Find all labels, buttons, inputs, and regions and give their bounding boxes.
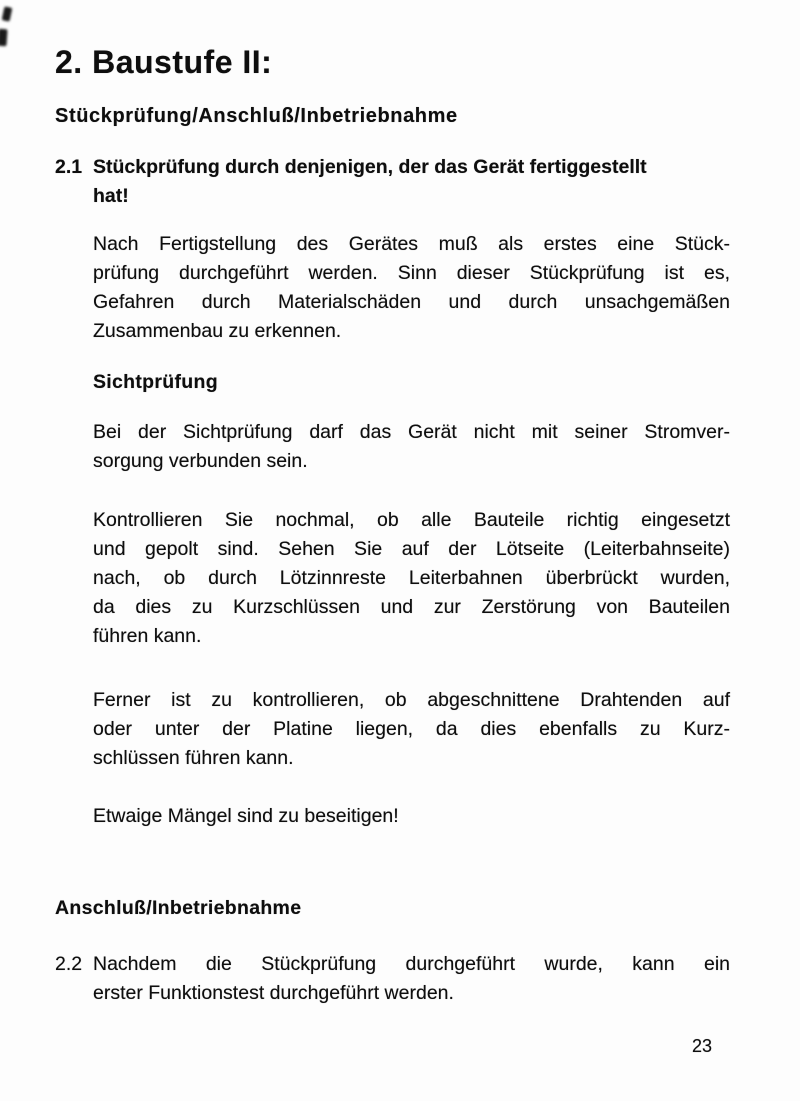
scan-artifact-mark (0, 29, 8, 47)
subheading-sichtpruefung: Sichtprüfung (93, 371, 218, 393)
note-line: Etwaige Mängel sind zu beseitigen! (93, 805, 399, 827)
section-2-1-heading-line: Stückprüfung durch denjenigen, der das Gerät fertiggestellt (93, 156, 647, 178)
section-2-2-number: 2.2 (55, 953, 83, 975)
paragraph-line: Bei der Sichtprüfung darf das Gerät nicht mit seiner Stromver- (93, 421, 730, 443)
paragraph-line: Kontrollieren Sie nochmal, ob alle Bauteile richtig eingesetzt (93, 509, 730, 531)
paragraph-line: erster Funktionstest durchgeführt werden. (93, 982, 454, 1004)
paragraph-line: und gepolt sind. Sehen Sie auf der Lötseite (Leiterbahnseite) (93, 538, 730, 560)
paragraph-kontrollieren (93, 506, 730, 651)
scan-artifact-mark (2, 6, 13, 21)
page-number: 23 (691, 1036, 712, 1056)
section-2-1-heading (55, 153, 730, 211)
paragraph-line: sorgung verbunden sein. (93, 450, 308, 472)
paragraph-line: Zusammenbau zu erkennen. (93, 320, 342, 342)
section-2-1-number: 2.1 (55, 156, 83, 178)
paragraph-line: oder unter der Platine liegen, da dies ebenfalls zu Kurz- (93, 718, 730, 740)
section-2-2 (55, 950, 730, 1008)
note-maengel (93, 802, 730, 831)
paragraph-line: Nach Fertigstellung des Gerätes muß als erstes eine Stück- (93, 233, 730, 255)
paragraph-line: nach, ob durch Lötzinnreste Leiterbahnen überbrückt wurden, (93, 567, 730, 589)
paragraph-line: Nachdem die Stückprüfung durchgeführt wurde, kann ein (93, 953, 730, 975)
page-title: 2. Baustufe II: (55, 44, 273, 81)
section-2-1-heading-line: hat! (93, 185, 129, 207)
paragraph-line: prüfung durchgeführt werden. Sinn dieser Stückprüfung ist es, (93, 262, 730, 284)
document-subtitle: Stückprüfung/Anschluß/Inbetriebnahme (55, 104, 458, 127)
paragraph-line: Ferner ist zu kontrollieren, ob abgeschnittene Drahtenden auf (93, 689, 730, 711)
heading-anschluss-inbetriebnahme: Anschluß/Inbetriebnahme (55, 897, 302, 919)
paragraph-ferner (93, 686, 730, 773)
paragraph-line: führen kann. (93, 625, 202, 647)
paragraph-fertigstellung (93, 230, 730, 346)
paragraph-sichtpruefung (93, 418, 730, 476)
paragraph-line: da dies zu Kurzschlüssen und zur Zerstörung von Bauteilen (93, 596, 730, 618)
paragraph-line: schlüssen führen kann. (93, 747, 294, 769)
paragraph-line: Gefahren durch Materialschäden und durch unsachgemäßen (93, 291, 730, 313)
